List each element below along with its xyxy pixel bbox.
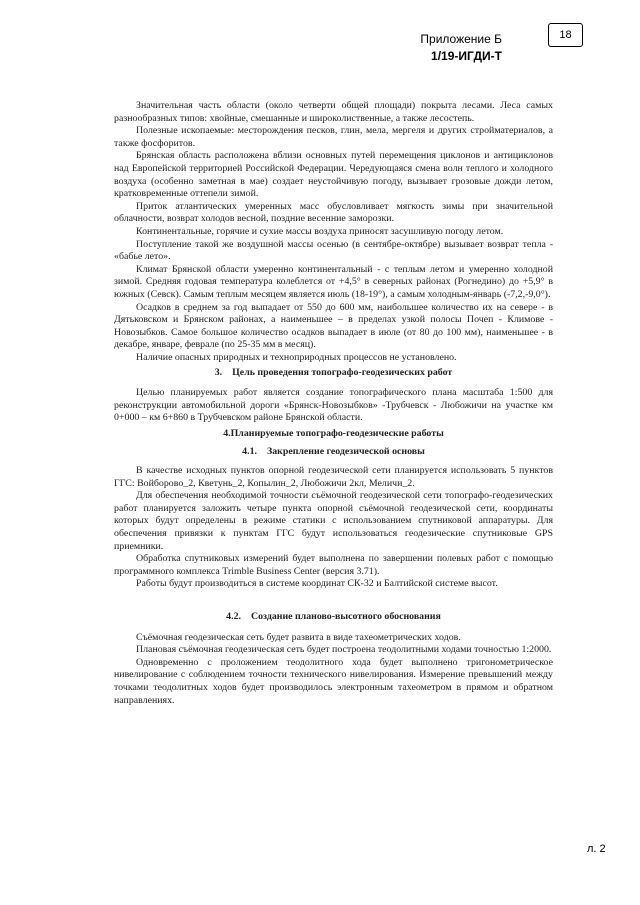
paragraph: В качестве исходных пунктов опорной геодезической сети планируется использовать 5 пунктов ГГС: Войборово_2, Кветунь_2, Копылин_2, Любожичи 2кл, Меличи_2. <box>114 465 553 489</box>
paragraph: Полезные ископаемые: месторождения песков, глин, мела, мергеля и других стройматериалов, а также фосфоритов. <box>114 125 553 149</box>
paragraph: Целью планируемых работ является создание топографического плана масштаба 1:500 для реконструкции автомобильной дороги «Брянск-Новозыбков» -Трубчевск - Любожичи на участке км 0+000 – км 6+860 в Трубчевском районе Брянской области. <box>114 387 553 424</box>
document-header <box>420 31 502 65</box>
paragraph: Поступление такой же воздушной массы осенью (в сентябре-октябре) вызывает возврат тепла - «бабье лето». <box>114 238 553 263</box>
document-body <box>114 100 553 707</box>
paragraph: Обработка спутниковых измерений будет выполнена по завершении полевых работ с помощью программного комплекса Trimble Business Center (версия 3.71). <box>114 553 553 577</box>
paragraph: Работы будут производиться в системе координат СК-32 и Балтийской системе высот. <box>136 578 498 590</box>
paragraph: Брянская область расположена вблизи основных путей перемещения циклонов и антициклонов над Европейской территорией Российской Федерации. Чередующаяся смена волн теплого и холодного воздуха (особенно заметная в мае) создает неустойчивую погоду, вызывает грозовые дожди летом, кратковременные оттепели зимой. <box>114 150 553 200</box>
paragraph: Значительная часть области (около четверти общей площади) покрыта лесами. Леса самых разнообразных типов: хвойные, смешанные и широколиственные, а также лесостепь. <box>114 100 553 124</box>
document-code: 1/19-ИГДИ-Т <box>431 49 502 63</box>
section-number: 3. <box>214 367 223 379</box>
section-title: Создание планово-высотного обоснования <box>250 610 441 622</box>
section-4-1-heading <box>114 446 553 459</box>
appendix-label: Приложение Б <box>420 32 502 46</box>
sheet-number: л. 2 <box>587 843 606 855</box>
paragraph: Осадков в среднем за год выпадает от 550 до 600 мм, наибольшее количество их на севере - в Дятьковском и Брянском районах, а наименьшее – в пределах узкой полосы Почеп - Климове - Новозыбков. Самое большое количество осадков выпадает в июле (от 80 до 100 мм), наименьшее - в декабре, январе, феврале (по 25-35 мм в месяц). <box>114 301 553 351</box>
paragraph: Плановая съёмочная геодезическая сеть будет построена теодолитными ходами точностью 1:2000. <box>136 644 552 656</box>
paragraph: Наличие опасных природных и техноприродных процессов не установлено. <box>136 351 457 363</box>
section-number: 4.1. <box>242 446 257 458</box>
paragraph: Континентальные, горячие и сухие массы воздуха приносят засушливую погоду летом. <box>136 225 504 237</box>
section-3-heading <box>114 367 553 380</box>
section-4-2-heading <box>114 611 553 624</box>
section-number: 4.2. <box>226 610 241 622</box>
paragraph: Одновременно с проложением теодолитного хода будет выполнено тригонометрическое нивелирование с соблюдением точности технического нивелирования. Измерение превышений между точками теодолитных ходов будет производилось электронным тахеометром в прямом и обратном направлениях. <box>114 656 553 706</box>
paragraph: Климат Брянской области умеренно континентальный - с теплым летом и умеренно холодной зимой. Средняя годовая температура колеблется от +4,5° в северных районах (Рогнедино) до +5,9° в южных (Севск). Самым теплым месяцем является июль (18-19°), а самым холодным-январь (-7,2,-9,0°). <box>114 263 553 300</box>
section-4-heading: 4.Планируемые топографо-геодезические работы <box>223 427 444 439</box>
page-number-box: 18 <box>548 23 583 47</box>
section-title: Закрепление геодезической основы <box>266 446 425 458</box>
paragraph: Съёмочная геодезическая сеть будет развита в виде тахеометрических ходов. <box>136 631 461 643</box>
paragraph: Приток атлантических умеренных масс обусловливает мягкость зимы при значительной облачности, возврат холодов весной, поздние весенние заморозки. <box>114 200 553 225</box>
paragraph: Для обеспечения необходимой точности съёмочной геодезической сети топографо-геодезических работ планируется заложить четыре пункта опорной съёмочной геодезической сети, координаты которых будут определены в режиме статики с использованием спутниковой аппаратуры. Для обеспечения привязки к пунктам ГГС будут использоваться геодезические спутниковые GPS приемники. <box>114 490 553 552</box>
section-title: Цель проведения топографо-геодезических работ <box>232 367 453 379</box>
